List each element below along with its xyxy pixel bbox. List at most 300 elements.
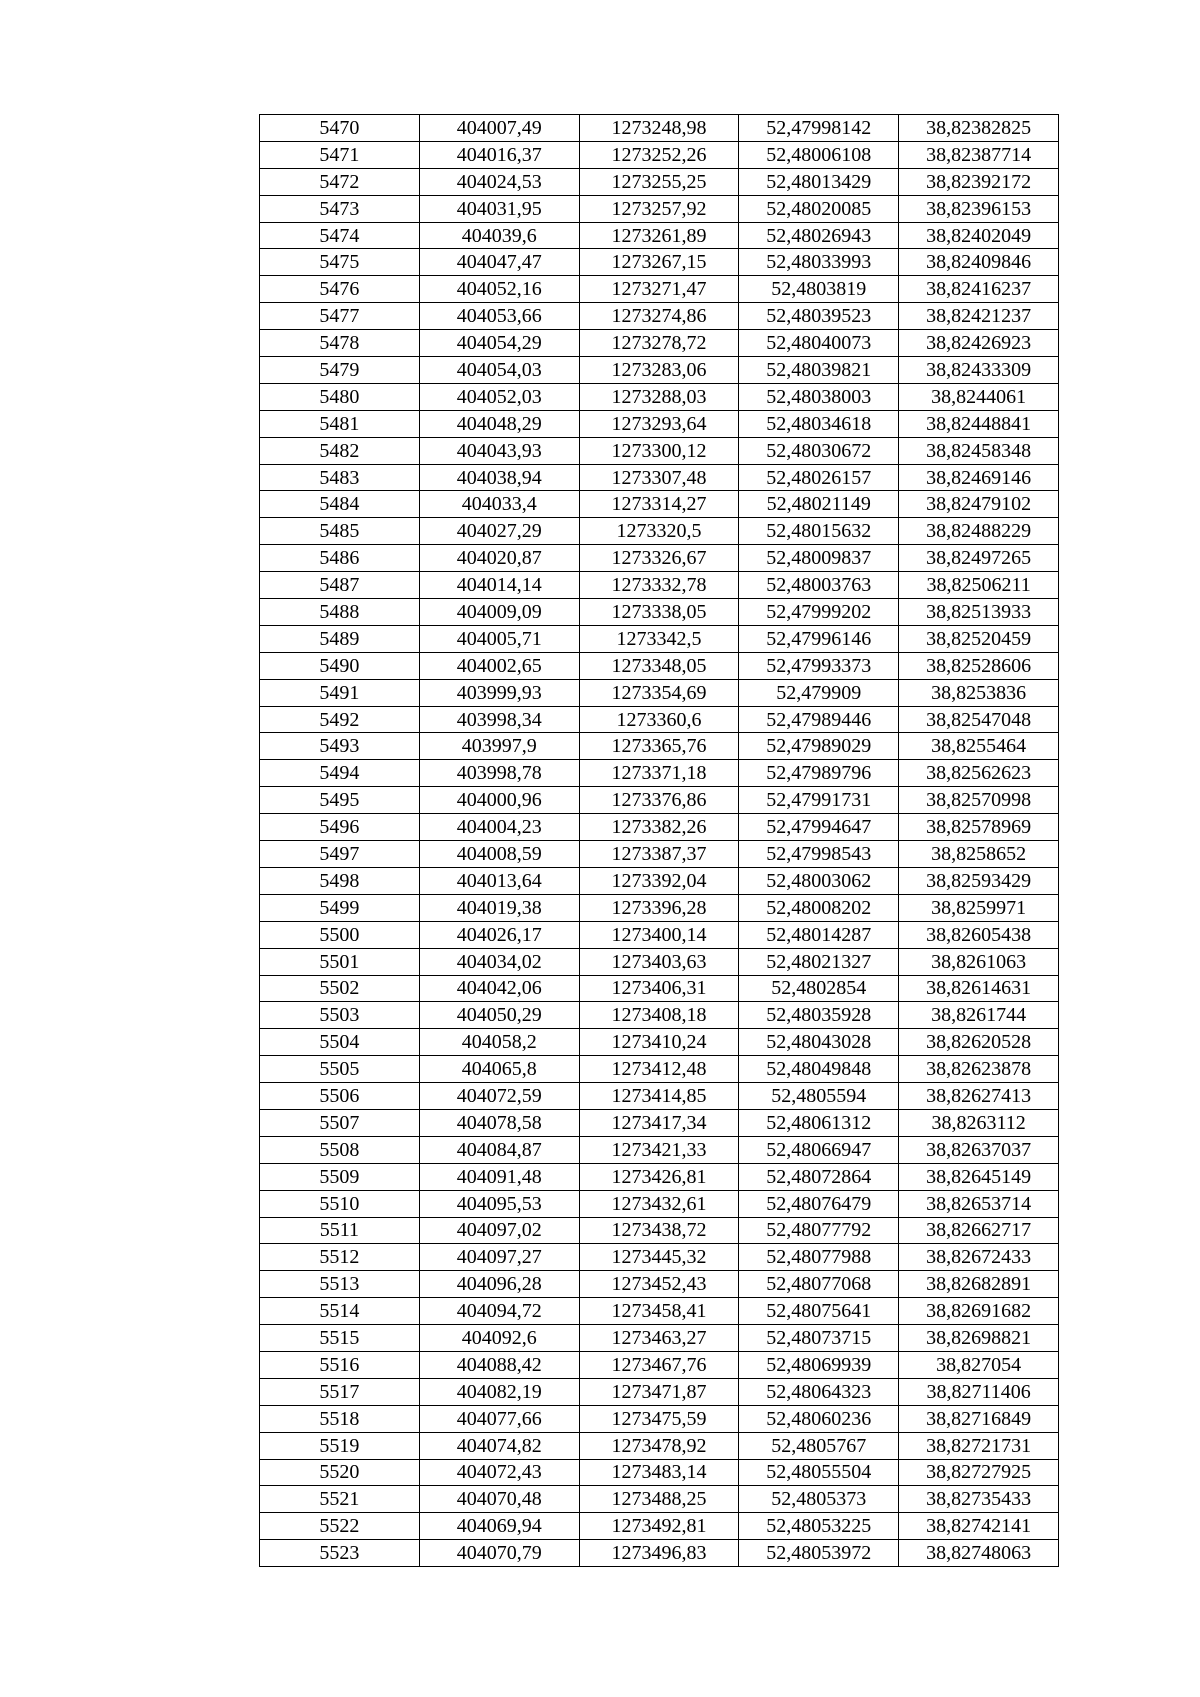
y-coordinate-cell: 1273274,86	[579, 303, 739, 330]
y-coordinate-cell: 1273257,92	[579, 195, 739, 222]
point-number-cell: 5510	[260, 1190, 420, 1217]
longitude-cell: 38,82614631	[899, 975, 1059, 1002]
latitude-cell: 52,47994647	[739, 814, 899, 841]
table-row	[260, 1378, 1059, 1405]
point-number-cell: 5479	[260, 357, 420, 384]
point-number-cell: 5502	[260, 975, 420, 1002]
longitude-cell: 38,82387714	[899, 141, 1059, 168]
y-coordinate-cell: 1273288,03	[579, 383, 739, 410]
longitude-cell: 38,82402049	[899, 222, 1059, 249]
latitude-cell: 52,48040073	[739, 330, 899, 357]
x-coordinate-cell: 404043,93	[419, 437, 579, 464]
point-number-cell: 5514	[260, 1298, 420, 1325]
longitude-cell: 38,8258652	[899, 841, 1059, 868]
x-coordinate-cell: 404050,29	[419, 1002, 579, 1029]
point-number-cell: 5473	[260, 195, 420, 222]
x-coordinate-cell: 404069,94	[419, 1513, 579, 1540]
table-row	[260, 1136, 1059, 1163]
latitude-cell: 52,48055504	[739, 1459, 899, 1486]
x-coordinate-cell: 404004,23	[419, 814, 579, 841]
x-coordinate-cell: 403998,78	[419, 760, 579, 787]
latitude-cell: 52,48021327	[739, 948, 899, 975]
longitude-cell: 38,8255464	[899, 733, 1059, 760]
longitude-cell: 38,82682891	[899, 1271, 1059, 1298]
latitude-cell: 52,48021149	[739, 491, 899, 518]
point-number-cell: 5522	[260, 1513, 420, 1540]
table-row	[260, 1002, 1059, 1029]
table-row	[260, 921, 1059, 948]
x-coordinate-cell: 404072,43	[419, 1459, 579, 1486]
y-coordinate-cell: 1273412,48	[579, 1056, 739, 1083]
x-coordinate-cell: 404053,66	[419, 303, 579, 330]
point-number-cell: 5496	[260, 814, 420, 841]
table-row	[260, 1244, 1059, 1271]
longitude-cell: 38,82742141	[899, 1513, 1059, 1540]
point-number-cell: 5500	[260, 921, 420, 948]
x-coordinate-cell: 404052,16	[419, 276, 579, 303]
longitude-cell: 38,82506211	[899, 572, 1059, 599]
point-number-cell: 5488	[260, 599, 420, 626]
point-number-cell: 5486	[260, 545, 420, 572]
y-coordinate-cell: 1273382,26	[579, 814, 739, 841]
y-coordinate-cell: 1273387,37	[579, 841, 739, 868]
table-row	[260, 733, 1059, 760]
x-coordinate-cell: 404000,96	[419, 787, 579, 814]
longitude-cell: 38,82421237	[899, 303, 1059, 330]
point-number-cell: 5471	[260, 141, 420, 168]
point-number-cell: 5482	[260, 437, 420, 464]
longitude-cell: 38,8263112	[899, 1109, 1059, 1136]
point-number-cell: 5485	[260, 518, 420, 545]
y-coordinate-cell: 1273314,27	[579, 491, 739, 518]
point-number-cell: 5495	[260, 787, 420, 814]
latitude-cell: 52,48006108	[739, 141, 899, 168]
point-number-cell: 5507	[260, 1109, 420, 1136]
table-row	[260, 652, 1059, 679]
table-row	[260, 1540, 1059, 1567]
table-row	[260, 545, 1059, 572]
y-coordinate-cell: 1273403,63	[579, 948, 739, 975]
longitude-cell: 38,82623878	[899, 1056, 1059, 1083]
point-number-cell: 5477	[260, 303, 420, 330]
point-number-cell: 5475	[260, 249, 420, 276]
latitude-cell: 52,48076479	[739, 1190, 899, 1217]
table-row	[260, 410, 1059, 437]
latitude-cell: 52,48053225	[739, 1513, 899, 1540]
y-coordinate-cell: 1273432,61	[579, 1190, 739, 1217]
longitude-cell: 38,82672433	[899, 1244, 1059, 1271]
x-coordinate-cell: 404052,03	[419, 383, 579, 410]
table-row	[260, 464, 1059, 491]
table-row	[260, 115, 1059, 142]
longitude-cell: 38,82578969	[899, 814, 1059, 841]
y-coordinate-cell: 1273463,27	[579, 1325, 739, 1352]
latitude-cell: 52,47999202	[739, 599, 899, 626]
point-number-cell: 5523	[260, 1540, 420, 1567]
latitude-cell: 52,47989446	[739, 706, 899, 733]
table-row	[260, 1432, 1059, 1459]
latitude-cell: 52,4805767	[739, 1432, 899, 1459]
x-coordinate-cell: 404078,58	[419, 1109, 579, 1136]
x-coordinate-cell: 404088,42	[419, 1351, 579, 1378]
longitude-cell: 38,82382825	[899, 115, 1059, 142]
x-coordinate-cell: 404039,6	[419, 222, 579, 249]
longitude-cell: 38,82620528	[899, 1029, 1059, 1056]
latitude-cell: 52,48061312	[739, 1109, 899, 1136]
latitude-cell: 52,48033993	[739, 249, 899, 276]
y-coordinate-cell: 1273332,78	[579, 572, 739, 599]
latitude-cell: 52,48075641	[739, 1298, 899, 1325]
table-row	[260, 867, 1059, 894]
point-number-cell: 5480	[260, 383, 420, 410]
point-number-cell: 5515	[260, 1325, 420, 1352]
latitude-cell: 52,47989029	[739, 733, 899, 760]
y-coordinate-cell: 1273348,05	[579, 652, 739, 679]
latitude-cell: 52,4805373	[739, 1486, 899, 1513]
longitude-cell: 38,82547048	[899, 706, 1059, 733]
table-row	[260, 948, 1059, 975]
point-number-cell: 5472	[260, 168, 420, 195]
point-number-cell: 5501	[260, 948, 420, 975]
x-coordinate-cell: 404070,48	[419, 1486, 579, 1513]
table-row	[260, 894, 1059, 921]
x-coordinate-cell: 404002,65	[419, 652, 579, 679]
table-row	[260, 491, 1059, 518]
y-coordinate-cell: 1273396,28	[579, 894, 739, 921]
y-coordinate-cell: 1273478,92	[579, 1432, 739, 1459]
y-coordinate-cell: 1273376,86	[579, 787, 739, 814]
longitude-cell: 38,82469146	[899, 464, 1059, 491]
longitude-cell: 38,82416237	[899, 276, 1059, 303]
latitude-cell: 52,47991731	[739, 787, 899, 814]
table-row	[260, 249, 1059, 276]
longitude-cell: 38,82409846	[899, 249, 1059, 276]
table-row	[260, 1190, 1059, 1217]
latitude-cell: 52,48066947	[739, 1136, 899, 1163]
y-coordinate-cell: 1273445,32	[579, 1244, 739, 1271]
table-row	[260, 1459, 1059, 1486]
latitude-cell: 52,47998142	[739, 115, 899, 142]
x-coordinate-cell: 404016,37	[419, 141, 579, 168]
x-coordinate-cell: 404005,71	[419, 625, 579, 652]
point-number-cell: 5481	[260, 410, 420, 437]
y-coordinate-cell: 1273261,89	[579, 222, 739, 249]
latitude-cell: 52,48003062	[739, 867, 899, 894]
table-row	[260, 679, 1059, 706]
longitude-cell: 38,82698821	[899, 1325, 1059, 1352]
table-row	[260, 1405, 1059, 1432]
latitude-cell: 52,48034618	[739, 410, 899, 437]
latitude-cell: 52,48049848	[739, 1056, 899, 1083]
table-row	[260, 975, 1059, 1002]
table-row	[260, 1298, 1059, 1325]
latitude-cell: 52,48069939	[739, 1351, 899, 1378]
y-coordinate-cell: 1273488,25	[579, 1486, 739, 1513]
coordinates-table	[259, 114, 1059, 1567]
y-coordinate-cell: 1273307,48	[579, 464, 739, 491]
x-coordinate-cell: 404048,29	[419, 410, 579, 437]
y-coordinate-cell: 1273338,05	[579, 599, 739, 626]
longitude-cell: 38,8261063	[899, 948, 1059, 975]
y-coordinate-cell: 1273400,14	[579, 921, 739, 948]
latitude-cell: 52,48008202	[739, 894, 899, 921]
latitude-cell: 52,479909	[739, 679, 899, 706]
x-coordinate-cell: 404097,27	[419, 1244, 579, 1271]
point-number-cell: 5483	[260, 464, 420, 491]
longitude-cell: 38,8253836	[899, 679, 1059, 706]
y-coordinate-cell: 1273392,04	[579, 867, 739, 894]
x-coordinate-cell: 404054,29	[419, 330, 579, 357]
y-coordinate-cell: 1273320,5	[579, 518, 739, 545]
y-coordinate-cell: 1273252,26	[579, 141, 739, 168]
x-coordinate-cell: 404091,48	[419, 1163, 579, 1190]
table-row	[260, 572, 1059, 599]
y-coordinate-cell: 1273371,18	[579, 760, 739, 787]
table-row	[260, 1513, 1059, 1540]
point-number-cell: 5512	[260, 1244, 420, 1271]
y-coordinate-cell: 1273417,34	[579, 1109, 739, 1136]
y-coordinate-cell: 1273471,87	[579, 1378, 739, 1405]
point-number-cell: 5499	[260, 894, 420, 921]
y-coordinate-cell: 1273458,41	[579, 1298, 739, 1325]
point-number-cell: 5508	[260, 1136, 420, 1163]
longitude-cell: 38,82520459	[899, 625, 1059, 652]
y-coordinate-cell: 1273452,43	[579, 1271, 739, 1298]
y-coordinate-cell: 1273326,67	[579, 545, 739, 572]
longitude-cell: 38,82562623	[899, 760, 1059, 787]
x-coordinate-cell: 404094,72	[419, 1298, 579, 1325]
y-coordinate-cell: 1273278,72	[579, 330, 739, 357]
x-coordinate-cell: 404020,87	[419, 545, 579, 572]
latitude-cell: 52,48038003	[739, 383, 899, 410]
point-number-cell: 5521	[260, 1486, 420, 1513]
longitude-cell: 38,82662717	[899, 1217, 1059, 1244]
y-coordinate-cell: 1273360,6	[579, 706, 739, 733]
longitude-cell: 38,82605438	[899, 921, 1059, 948]
longitude-cell: 38,827054	[899, 1351, 1059, 1378]
x-coordinate-cell: 404074,82	[419, 1432, 579, 1459]
y-coordinate-cell: 1273414,85	[579, 1083, 739, 1110]
latitude-cell: 52,48077068	[739, 1271, 899, 1298]
y-coordinate-cell: 1273365,76	[579, 733, 739, 760]
x-coordinate-cell: 404070,79	[419, 1540, 579, 1567]
y-coordinate-cell: 1273408,18	[579, 1002, 739, 1029]
x-coordinate-cell: 404013,64	[419, 867, 579, 894]
x-coordinate-cell: 404009,09	[419, 599, 579, 626]
y-coordinate-cell: 1273426,81	[579, 1163, 739, 1190]
x-coordinate-cell: 404038,94	[419, 464, 579, 491]
latitude-cell: 52,47993373	[739, 652, 899, 679]
longitude-cell: 38,82528606	[899, 652, 1059, 679]
latitude-cell: 52,47989796	[739, 760, 899, 787]
latitude-cell: 52,48009837	[739, 545, 899, 572]
longitude-cell: 38,82396153	[899, 195, 1059, 222]
y-coordinate-cell: 1273293,64	[579, 410, 739, 437]
latitude-cell: 52,4803819	[739, 276, 899, 303]
point-number-cell: 5478	[260, 330, 420, 357]
point-number-cell: 5489	[260, 625, 420, 652]
x-coordinate-cell: 404072,59	[419, 1083, 579, 1110]
table-row	[260, 787, 1059, 814]
latitude-cell: 52,48064323	[739, 1378, 899, 1405]
y-coordinate-cell: 1273483,14	[579, 1459, 739, 1486]
latitude-cell: 52,48039821	[739, 357, 899, 384]
point-number-cell: 5503	[260, 1002, 420, 1029]
point-number-cell: 5487	[260, 572, 420, 599]
latitude-cell: 52,48077792	[739, 1217, 899, 1244]
table-row	[260, 1083, 1059, 1110]
table-row	[260, 599, 1059, 626]
latitude-cell: 52,48003763	[739, 572, 899, 599]
table-row	[260, 357, 1059, 384]
table-row	[260, 760, 1059, 787]
longitude-cell: 38,82392172	[899, 168, 1059, 195]
latitude-cell: 52,48014287	[739, 921, 899, 948]
latitude-cell: 52,48039523	[739, 303, 899, 330]
latitude-cell: 52,48043028	[739, 1029, 899, 1056]
y-coordinate-cell: 1273492,81	[579, 1513, 739, 1540]
table-row	[260, 814, 1059, 841]
point-number-cell: 5504	[260, 1029, 420, 1056]
x-coordinate-cell: 404097,02	[419, 1217, 579, 1244]
point-number-cell: 5517	[260, 1378, 420, 1405]
point-number-cell: 5511	[260, 1217, 420, 1244]
x-coordinate-cell: 404092,6	[419, 1325, 579, 1352]
table-row	[260, 706, 1059, 733]
point-number-cell: 5518	[260, 1405, 420, 1432]
longitude-cell: 38,8244061	[899, 383, 1059, 410]
table-row	[260, 1325, 1059, 1352]
longitude-cell: 38,8261744	[899, 1002, 1059, 1029]
point-number-cell: 5491	[260, 679, 420, 706]
x-coordinate-cell: 404019,38	[419, 894, 579, 921]
longitude-cell: 38,82721731	[899, 1432, 1059, 1459]
latitude-cell: 52,48013429	[739, 168, 899, 195]
table-row	[260, 1163, 1059, 1190]
x-coordinate-cell: 404024,53	[419, 168, 579, 195]
table-row	[260, 168, 1059, 195]
y-coordinate-cell: 1273475,59	[579, 1405, 739, 1432]
x-coordinate-cell: 404054,03	[419, 357, 579, 384]
x-coordinate-cell: 404031,95	[419, 195, 579, 222]
x-coordinate-cell: 403997,9	[419, 733, 579, 760]
y-coordinate-cell: 1273354,69	[579, 679, 739, 706]
point-number-cell: 5490	[260, 652, 420, 679]
longitude-cell: 38,82479102	[899, 491, 1059, 518]
x-coordinate-cell: 404084,87	[419, 1136, 579, 1163]
table-row	[260, 276, 1059, 303]
table-row	[260, 1056, 1059, 1083]
point-number-cell: 5505	[260, 1056, 420, 1083]
y-coordinate-cell: 1273496,83	[579, 1540, 739, 1567]
latitude-cell: 52,4802854	[739, 975, 899, 1002]
table-row	[260, 383, 1059, 410]
latitude-cell: 52,48026157	[739, 464, 899, 491]
latitude-cell: 52,48053972	[739, 1540, 899, 1567]
longitude-cell: 38,82593429	[899, 867, 1059, 894]
point-number-cell: 5519	[260, 1432, 420, 1459]
point-number-cell: 5516	[260, 1351, 420, 1378]
latitude-cell: 52,48026943	[739, 222, 899, 249]
x-coordinate-cell: 404042,06	[419, 975, 579, 1002]
x-coordinate-cell: 404027,29	[419, 518, 579, 545]
longitude-cell: 38,82637037	[899, 1136, 1059, 1163]
longitude-cell: 38,82448841	[899, 410, 1059, 437]
latitude-cell: 52,48020085	[739, 195, 899, 222]
point-number-cell: 5492	[260, 706, 420, 733]
point-number-cell: 5498	[260, 867, 420, 894]
longitude-cell: 38,82627413	[899, 1083, 1059, 1110]
latitude-cell: 52,48030672	[739, 437, 899, 464]
x-coordinate-cell: 404095,53	[419, 1190, 579, 1217]
longitude-cell: 38,82433309	[899, 357, 1059, 384]
table-row	[260, 437, 1059, 464]
point-number-cell: 5494	[260, 760, 420, 787]
x-coordinate-cell: 404014,14	[419, 572, 579, 599]
point-number-cell: 5474	[260, 222, 420, 249]
point-number-cell: 5484	[260, 491, 420, 518]
longitude-cell: 38,82645149	[899, 1163, 1059, 1190]
latitude-cell: 52,47996146	[739, 625, 899, 652]
x-coordinate-cell: 403999,93	[419, 679, 579, 706]
table-row	[260, 330, 1059, 357]
table-row	[260, 1217, 1059, 1244]
y-coordinate-cell: 1273248,98	[579, 115, 739, 142]
latitude-cell: 52,48035928	[739, 1002, 899, 1029]
y-coordinate-cell: 1273267,15	[579, 249, 739, 276]
point-number-cell: 5506	[260, 1083, 420, 1110]
table-row	[260, 1109, 1059, 1136]
x-coordinate-cell: 404026,17	[419, 921, 579, 948]
longitude-cell: 38,82497265	[899, 545, 1059, 572]
table-row	[260, 195, 1059, 222]
latitude-cell: 52,47998543	[739, 841, 899, 868]
y-coordinate-cell: 1273300,12	[579, 437, 739, 464]
table-row	[260, 303, 1059, 330]
latitude-cell: 52,48060236	[739, 1405, 899, 1432]
point-number-cell: 5493	[260, 733, 420, 760]
table-row	[260, 625, 1059, 652]
latitude-cell: 52,48077988	[739, 1244, 899, 1271]
longitude-cell: 38,82570998	[899, 787, 1059, 814]
longitude-cell: 38,82458348	[899, 437, 1059, 464]
longitude-cell: 38,82727925	[899, 1459, 1059, 1486]
table-row	[260, 1029, 1059, 1056]
latitude-cell: 52,4805594	[739, 1083, 899, 1110]
longitude-cell: 38,82488229	[899, 518, 1059, 545]
longitude-cell: 38,82426923	[899, 330, 1059, 357]
y-coordinate-cell: 1273283,06	[579, 357, 739, 384]
y-coordinate-cell: 1273342,5	[579, 625, 739, 652]
longitude-cell: 38,82735433	[899, 1486, 1059, 1513]
latitude-cell: 52,48015632	[739, 518, 899, 545]
table-row	[260, 1351, 1059, 1378]
table-row	[260, 222, 1059, 249]
latitude-cell: 52,48073715	[739, 1325, 899, 1352]
point-number-cell: 5509	[260, 1163, 420, 1190]
y-coordinate-cell: 1273271,47	[579, 276, 739, 303]
y-coordinate-cell: 1273406,31	[579, 975, 739, 1002]
x-coordinate-cell: 404082,19	[419, 1378, 579, 1405]
x-coordinate-cell: 404007,49	[419, 115, 579, 142]
point-number-cell: 5520	[260, 1459, 420, 1486]
longitude-cell: 38,82711406	[899, 1378, 1059, 1405]
y-coordinate-cell: 1273438,72	[579, 1217, 739, 1244]
y-coordinate-cell: 1273467,76	[579, 1351, 739, 1378]
y-coordinate-cell: 1273421,33	[579, 1136, 739, 1163]
longitude-cell: 38,82748063	[899, 1540, 1059, 1567]
x-coordinate-cell: 404034,02	[419, 948, 579, 975]
